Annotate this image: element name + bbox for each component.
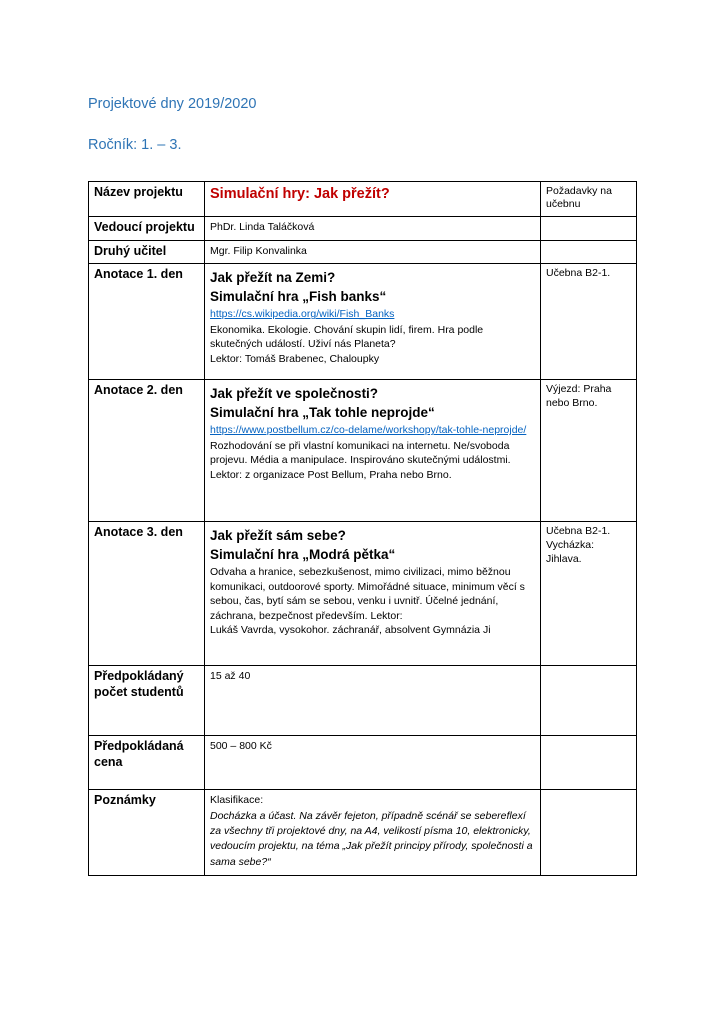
row-label-poznamky: Poznámky — [89, 790, 205, 876]
annotation-day3-cell — [205, 522, 541, 666]
room-cell-empty-1 — [541, 216, 637, 240]
table-row — [89, 522, 637, 666]
table-row — [89, 181, 637, 216]
page-subtitle: Ročník: 1. – 3. — [88, 136, 182, 153]
row-label-anotace-1: Anotace 1. den — [89, 264, 205, 380]
annotation-day2-description: Rozhodování se při vlastní komunikaci na internetu. Ne/svoboda projevu. Média a manipulace. Inspirováno skutečnými událostmi. — [210, 440, 511, 467]
annotation-day2-link[interactable]: https://www.postbellum.cz/co-delame/workshopy/tak-tohle-neprojde/ — [210, 424, 527, 437]
notes-title: Klasifikace: — [210, 794, 264, 807]
annotation-day2-lector: Lektor: z organizace Post Bellum, Praha nebo Brno. — [210, 468, 452, 481]
annotation-day1-lector: Lektor: Tomáš Brabenec, Chaloupky — [210, 352, 380, 365]
room-cell-day3: Učebna B2-1. Vycházka: Jihlava. — [541, 522, 637, 666]
annotation-day3-lector: Lukáš Vavrda, vysokohor. záchranář, absolvent Gymnázia Ji — [210, 624, 491, 637]
annotation-day1-link[interactable]: https://cs.wikipedia.org/wiki/Fish_Banks — [210, 308, 395, 321]
row-label-druhy-ucitel: Druhý učitel — [89, 240, 205, 264]
project-table — [88, 181, 637, 877]
annotation-day1-game: Simulační hra „Fish banks“ — [210, 288, 387, 304]
project-leader-value: PhDr. Linda Taláčková — [205, 216, 541, 240]
row-label-cena: Předpokládaná cena — [89, 736, 205, 790]
table-row — [89, 264, 637, 380]
room-cell-empty-2 — [541, 240, 637, 264]
annotation-day1-question: Jak přežít na Zemi? — [210, 270, 336, 286]
annotation-day3-game: Simulační hra „Modrá pětka“ — [210, 546, 396, 562]
price-value: 500 – 800 Kč — [205, 736, 541, 790]
annotation-day3-description: Odvaha a hranice, sebezkušenost, mimo civilizaci, mimo běžnou komunikaci, outdoorové sporty. Mimořádné situace, minimum věcí s sebou, čas, bytí sám se sebou, venku i uvnitř. Účelné jednání, záchrana, bezpečnost především. Lektor: — [210, 566, 525, 622]
table-row — [89, 380, 637, 522]
project-name-heading: Simulační hry: Jak přežít? — [205, 181, 541, 216]
second-teacher-value: Mgr. Filip Konvalinka — [205, 240, 541, 264]
notes-body: Docházka a účast. Na závěr fejeton, případně scénář se sebereflexí za všechny tři projektové dny, na A4, velikostí písma 10, elektronicky, vedoucím projektu, na téma „Jak přežít principy přírody, společnosti a sama sebe?“ — [210, 809, 533, 868]
row-label-pocet-studentu: Předpokládaný počet studentů — [89, 666, 205, 736]
annotation-day3-question: Jak přežít sám sebe? — [210, 528, 346, 544]
table-row — [89, 666, 637, 736]
room-cell-empty-4 — [541, 736, 637, 790]
row-label-nazev-projektu: Název projektu — [89, 181, 205, 216]
room-header: Požadavky na učebnu — [541, 181, 637, 216]
annotation-day2-cell — [205, 380, 541, 522]
row-label-anotace-3: Anotace 3. den — [89, 522, 205, 666]
table-row — [89, 790, 637, 876]
row-label-anotace-2: Anotace 2. den — [89, 380, 205, 522]
room-cell-day2: Výjezd: Praha nebo Brno. — [541, 380, 637, 522]
annotation-day1-cell — [205, 264, 541, 380]
annotation-day2-game: Simulační hra „Tak tohle neprojde“ — [210, 404, 435, 420]
table-row — [89, 240, 637, 264]
room-cell-day1: Učebna B2-1. — [541, 264, 637, 380]
row-label-vedouci-projektu: Vedoucí projektu — [89, 216, 205, 240]
annotation-day1-description: Ekonomika. Ekologie. Chování skupin lidí, firem. Hra podle skutečných událostí. Uživí nás Planeta? — [210, 324, 484, 351]
student-count-value: 15 až 40 — [205, 666, 541, 736]
room-cell-empty-3 — [541, 666, 637, 736]
room-cell-empty-5 — [541, 790, 637, 876]
notes-cell — [205, 790, 541, 876]
annotation-day2-question: Jak přežít ve společnosti? — [210, 386, 379, 402]
page-title: Projektové dny 2019/2020 — [88, 96, 257, 112]
table-row — [89, 736, 637, 790]
table-row — [89, 216, 637, 240]
